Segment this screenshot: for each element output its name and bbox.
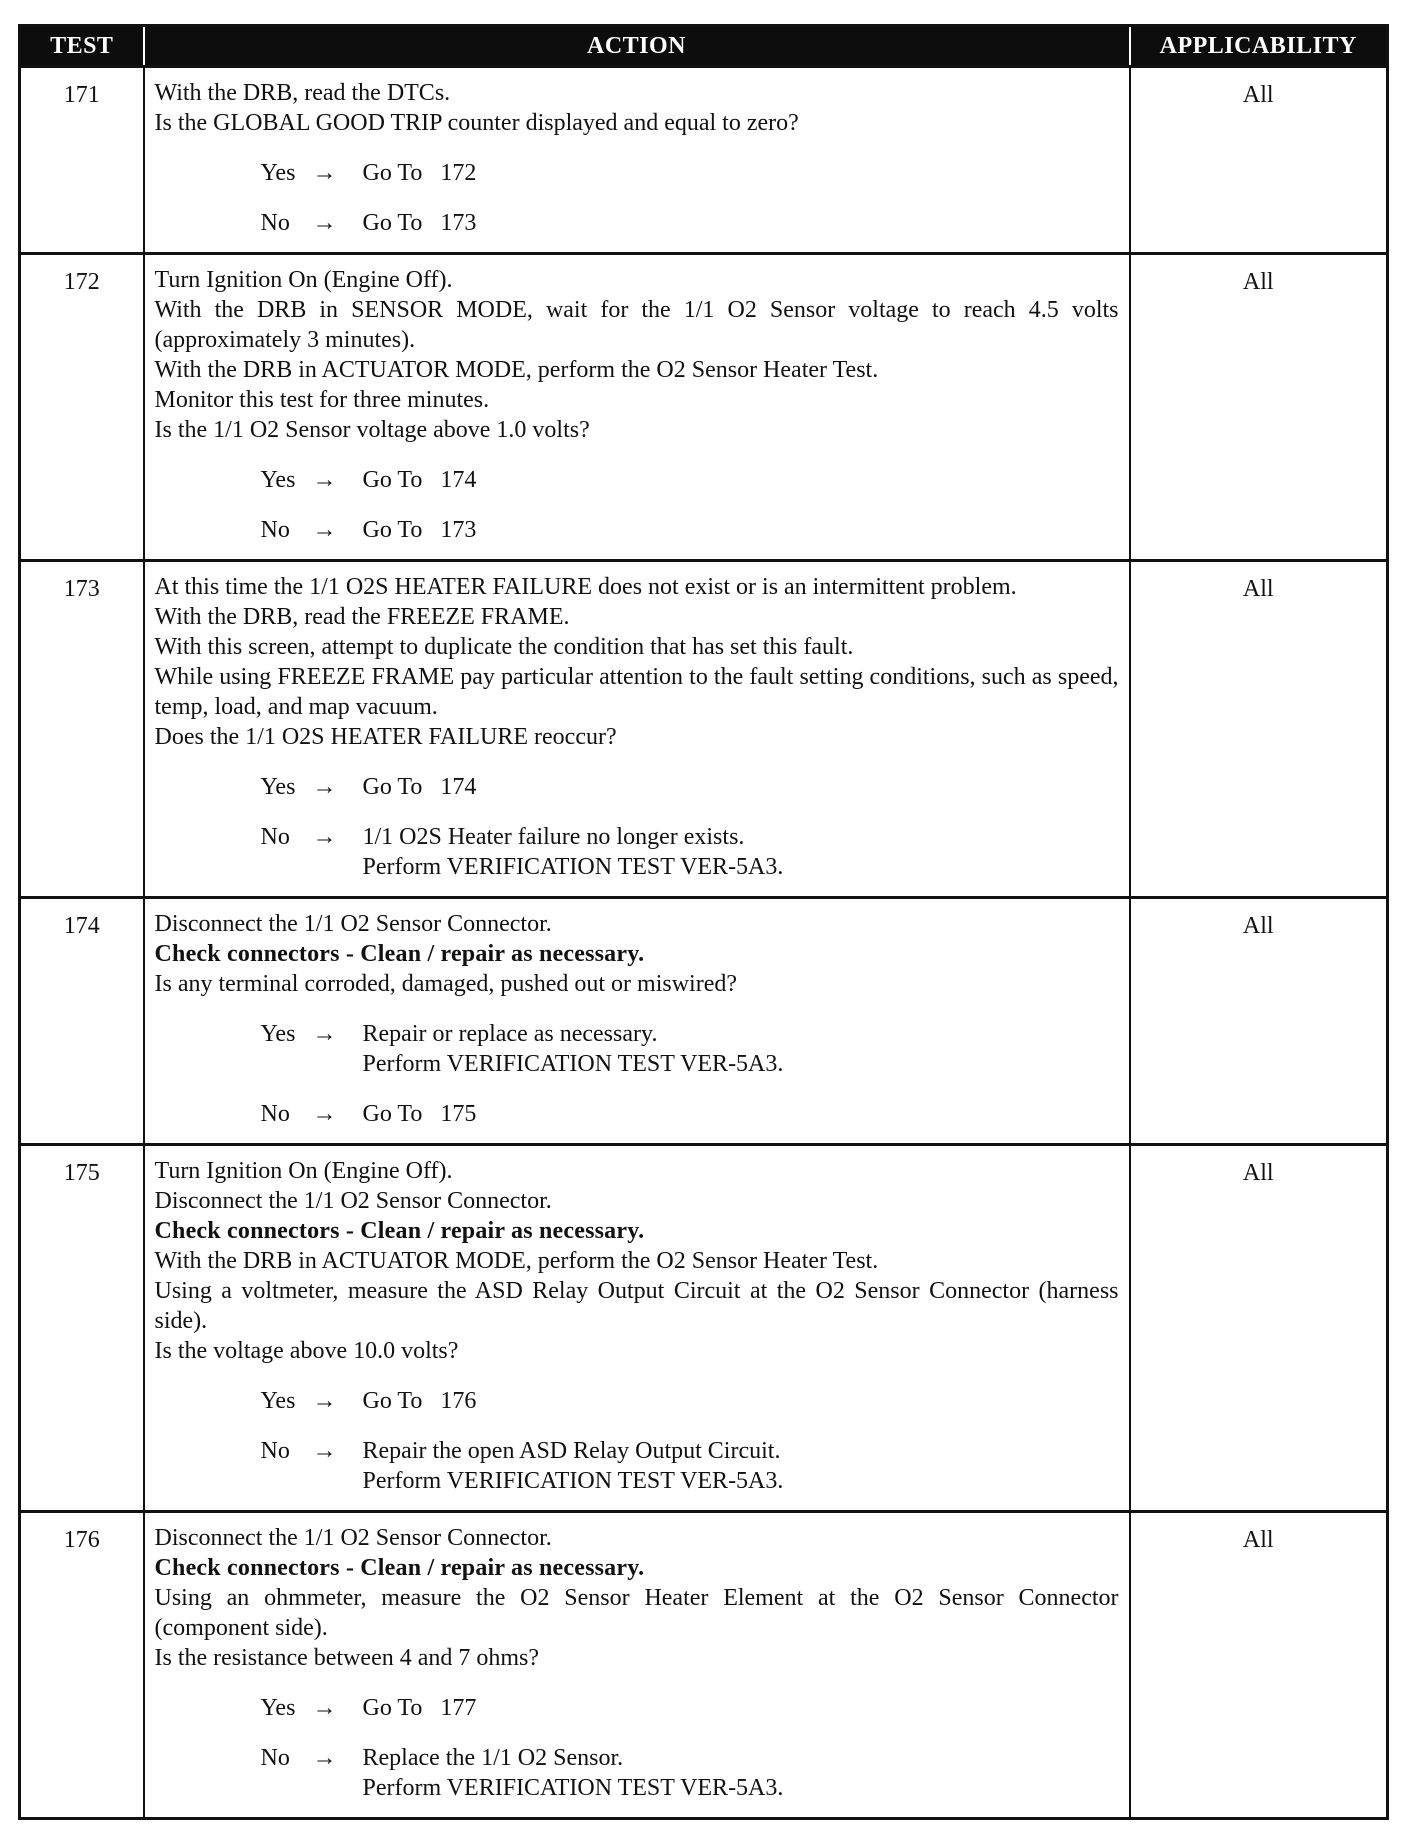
answer-result-line: Go To 172 [362,160,477,186]
right-arrow-icon: → [312,1695,337,1721]
action-cell [144,898,1130,1145]
answer-result-line: Go To 177 [362,1695,477,1721]
table-body [20,67,1388,1819]
test-number: 174 [20,898,144,1145]
right-arrow-icon: → [312,1745,337,1771]
answer-result [363,1019,1119,1079]
answer-label: No [260,824,290,850]
table-header-row [20,26,1388,67]
answer-branch [155,1693,1119,1723]
action-instruction: Does the 1/1 O2S HEATER FAILURE reoccur? [154,724,617,750]
answer-label: Yes [260,1021,296,1047]
diagnostic-test-table [18,24,1389,1820]
applicability-value: All [1130,1145,1388,1512]
answer-branch [155,515,1119,545]
answer-result [363,1099,1119,1129]
action-instruction-bold: Check connectors - Clean / repair as necessary. [154,941,645,967]
answer-branch [155,465,1119,495]
right-arrow-icon: → [312,774,337,800]
action-instruction: With the DRB, read the DTCs. [154,80,451,106]
action-instruction: Turn Ignition On (Engine Off). [154,1158,453,1184]
answer-branch [155,772,1119,802]
table-row [20,1512,1388,1819]
right-arrow-icon: → [312,1101,337,1127]
answer-result-line: Go To 175 [362,1101,477,1127]
header-applicability: APPLICABILITY [1130,26,1388,67]
right-arrow-icon: → [312,1021,337,1047]
answer-branch [155,1019,1119,1079]
applicability-value: All [1130,1512,1388,1819]
action-cell [144,1512,1130,1819]
answer-branch [155,158,1119,188]
action-instruction: Turn Ignition On (Engine Off). [154,267,453,293]
answer-branch [155,822,1119,882]
answer-result-line: Perform VERIFICATION TEST VER-5A3. [362,854,784,880]
action-cell [144,254,1130,561]
action-instruction: While using FREEZE FRAME pay particular attention to the fault setting conditions, such as speed, temp, load, and map vacuum. [154,664,1119,720]
test-number: 171 [20,67,144,254]
action-instruction: With the DRB in SENSOR MODE, wait for the 1/1 O2 Sensor voltage to reach 4.5 volts (approximately 3 minutes). [154,297,1119,353]
answer-result-line: Perform VERIFICATION TEST VER-5A3. [362,1468,784,1494]
answer-label: No [260,1101,290,1127]
right-arrow-icon: → [312,517,337,543]
answer-result [363,158,1119,188]
answer-label: No [260,517,290,543]
table-row [20,254,1388,561]
answer-label: Yes [260,1695,296,1721]
applicability-value: All [1130,561,1388,898]
answer-result-line: Go To 173 [362,517,477,543]
answer-result-line: Repair or replace as necessary. [362,1021,658,1047]
answer-result-line: Perform VERIFICATION TEST VER-5A3. [362,1775,784,1801]
answer-branch [155,208,1119,238]
table-row [20,1145,1388,1512]
action-instruction: Is the resistance between 4 and 7 ohms? [154,1645,540,1671]
table-row [20,67,1388,254]
action-instruction: Is any terminal corroded, damaged, pushed out or miswired? [154,971,737,997]
applicability-value: All [1130,898,1388,1145]
answer-result [363,208,1119,238]
applicability-value: All [1130,254,1388,561]
answer-result [363,1436,1119,1496]
answer-label: Yes [260,1388,296,1414]
action-instruction: With the DRB in ACTUATOR MODE, perform the O2 Sensor Heater Test. [154,357,879,383]
diagnostic-test-table-page [18,24,1386,1820]
table-row [20,898,1388,1145]
answer-result-line: Go To 173 [362,210,477,236]
answer-result [363,465,1119,495]
test-number: 173 [20,561,144,898]
answer-result-line: Go To 176 [362,1388,477,1414]
action-instruction: Disconnect the 1/1 O2 Sensor Connector. [154,1525,552,1551]
action-cell [144,1145,1130,1512]
action-instruction: Monitor this test for three minutes. [154,387,490,413]
answer-label: No [260,1438,290,1464]
action-instruction: With the DRB in ACTUATOR MODE, perform the O2 Sensor Heater Test. [154,1248,879,1274]
header-test: TEST [20,26,144,67]
answer-branch [155,1099,1119,1129]
answer-result-line: Repair the open ASD Relay Output Circuit. [362,1438,781,1464]
action-instruction: Using an ohmmeter, measure the O2 Sensor Heater Element at the O2 Sensor Connector (component side). [154,1585,1119,1641]
answer-result-line: Replace the 1/1 O2 Sensor. [362,1745,624,1771]
action-instruction-bold: Check connectors - Clean / repair as necessary. [154,1555,645,1581]
answer-result [363,1386,1119,1416]
action-instruction: Is the voltage above 10.0 volts? [154,1338,459,1364]
right-arrow-icon: → [312,467,337,493]
action-instruction: At this time the 1/1 O2S HEATER FAILURE does not exist or is an intermittent problem. [154,574,1017,600]
action-instruction-bold: Check connectors - Clean / repair as necessary. [154,1218,645,1244]
answer-label: No [260,210,290,236]
answer-result [363,1693,1119,1723]
answer-result [363,515,1119,545]
answer-result-line: Perform VERIFICATION TEST VER-5A3. [362,1051,784,1077]
answer-label: Yes [260,774,296,800]
action-cell [144,67,1130,254]
answer-label: Yes [260,467,296,493]
action-instruction: With this screen, attempt to duplicate the condition that has set this fault. [154,634,854,660]
action-instruction: Disconnect the 1/1 O2 Sensor Connector. [154,911,552,937]
table-row [20,561,1388,898]
answer-label: Yes [260,160,296,186]
right-arrow-icon: → [312,210,337,236]
applicability-value: All [1130,67,1388,254]
answer-label: No [260,1745,290,1771]
action-cell [144,561,1130,898]
answer-branch [155,1743,1119,1803]
right-arrow-icon: → [312,1438,337,1464]
test-number: 176 [20,1512,144,1819]
action-instruction: Disconnect the 1/1 O2 Sensor Connector. [154,1188,552,1214]
answer-branch [155,1386,1119,1416]
answer-result [363,822,1119,882]
answer-branch [155,1436,1119,1496]
action-instruction: Is the GLOBAL GOOD TRIP counter displayed and equal to zero? [154,110,799,136]
action-instruction: Is the 1/1 O2 Sensor voltage above 1.0 volts? [154,417,590,443]
answer-result [363,1743,1119,1803]
right-arrow-icon: → [312,824,337,850]
answer-result [363,772,1119,802]
action-instruction: Using a voltmeter, measure the ASD Relay Output Circuit at the O2 Sensor Connector (harness side). [154,1278,1119,1334]
action-instruction: With the DRB, read the FREEZE FRAME. [154,604,570,630]
test-number: 175 [20,1145,144,1512]
answer-result-line: 1/1 O2S Heater failure no longer exists. [362,824,745,850]
test-number: 172 [20,254,144,561]
header-action: ACTION [144,26,1130,67]
right-arrow-icon: → [312,160,337,186]
answer-result-line: Go To 174 [362,467,477,493]
answer-result-line: Go To 174 [362,774,477,800]
right-arrow-icon: → [312,1388,337,1414]
